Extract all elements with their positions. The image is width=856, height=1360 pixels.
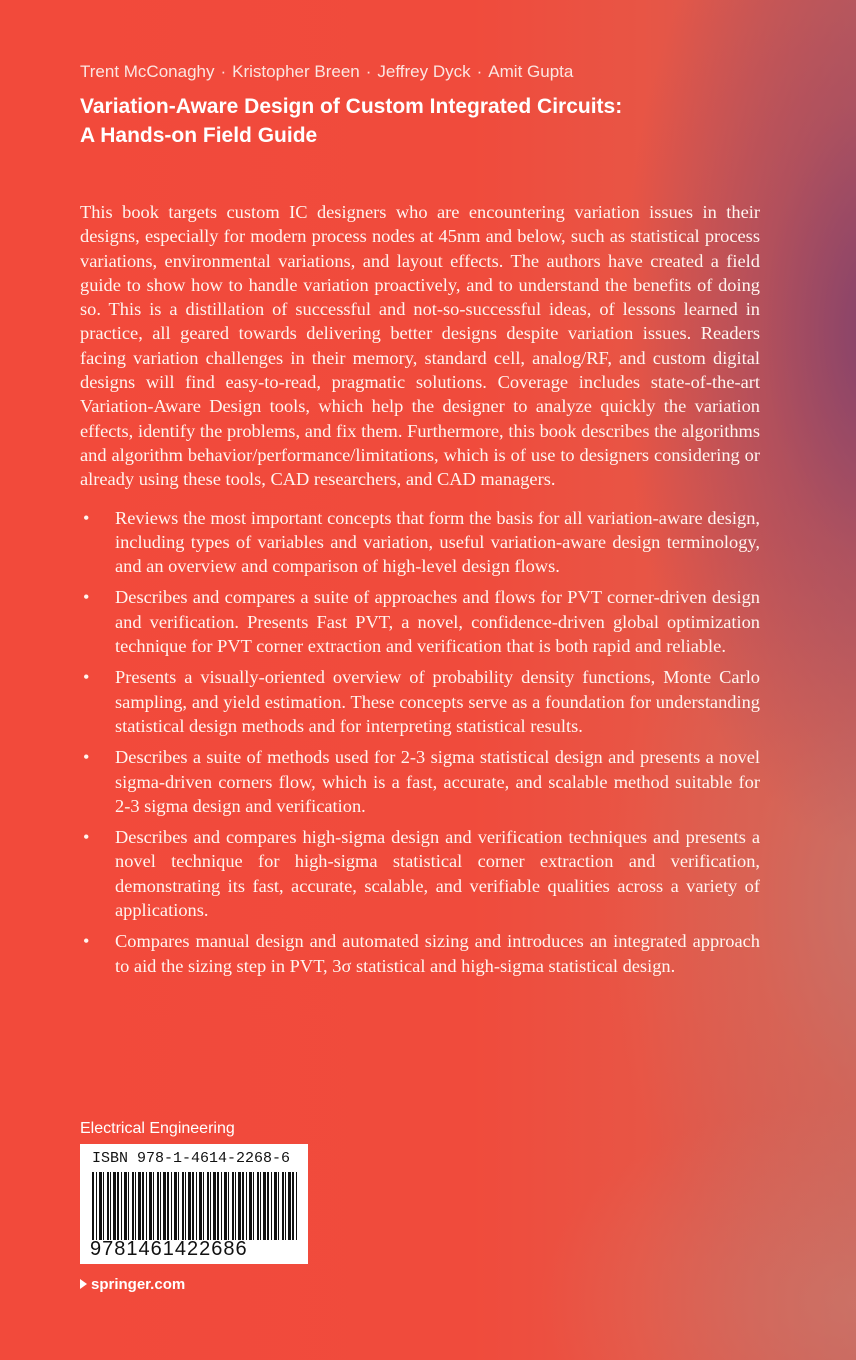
bullet-icon: • (83, 747, 90, 768)
isbn-barcode (80, 1144, 308, 1264)
feature-bullet-text: Compares manual design and automated sizing and introduces an integrated approach to aid the sizing step in PVT, 3σ statistical and high-sigma statistical design. (115, 931, 760, 976)
book-title-line: A Hands-on Field Guide (80, 124, 318, 147)
book-title-line: Variation-Aware Design of Custom Integrated Circuits: (80, 95, 623, 118)
feature-bullet-list (80, 506, 760, 978)
isbn-label: ISBN 978-1-4614-2268-6 (92, 1150, 291, 1167)
barcode-number: 9781461422686 (90, 1238, 248, 1260)
feature-bullet-text: Presents a visually-oriented overview of probability density functions, Monte Carlo sampling, and yield estimation. These concepts serve as a foundation for understanding statistical design methods and for interpreting statistical results. (115, 667, 760, 736)
bullet-icon: • (83, 827, 90, 848)
author-name: Jeffrey Dyck (377, 62, 471, 81)
feature-bullet (80, 585, 760, 658)
subject-category: Electrical Engineering (80, 1120, 235, 1137)
bullet-icon: • (83, 667, 90, 688)
author-separator: · (365, 62, 372, 81)
barcode-icon (92, 1172, 298, 1240)
book-description (80, 200, 760, 985)
bullet-icon: • (83, 587, 90, 608)
publisher-link[interactable] (80, 1276, 185, 1293)
publisher-url: springer.com (91, 1276, 186, 1293)
feature-bullet-text: Describes a suite of methods used for 2-3 sigma statistical design and presents a novel sigma-driven corners flow, which is a fast, accurate, and scalable method suitable for 2-3 sigma design and verification. (115, 747, 760, 816)
author-separator: · (220, 62, 227, 81)
author-name: Trent McConaghy (80, 62, 215, 81)
feature-bullet-text: Describes and compares a suite of approaches and flows for PVT corner-driven design and verification. Presents Fast PVT, a novel, confidence-driven global optimization technique for PVT corner extraction and verification that is both rapid and reliable. (115, 587, 760, 657)
feature-bullet (80, 929, 760, 978)
feature-bullet (80, 665, 760, 738)
feature-bullet (80, 745, 760, 818)
bullet-icon: • (83, 931, 90, 952)
book-title (80, 92, 800, 150)
intro-paragraph: This book targets custom IC designers who are encountering variation issues in their designs, especially for modern process nodes at 45nm and below, such as statistical process variations, environmental variations, and layout effects. The authors have created a field guide to show how to handle variation proactively, and to understand the benefits of doing so. This is a distillation of successful and not-so-successful ideas, of lessons learned in practice, all geared towards delivering better designs despite variation issues. Readers facing variation challenges in their memory, standard cell, analog/RF, and custom digital designs will find easy-to-read, pragmatic solutions. Coverage includes state-of-the-art Variation-Aware Design tools, which help the designer to analyze quickly the variation effects, identify the problems, and fix them. Furthermore, this book describes the algorithms and algorithm behavior/performance/limitations, which is of use to designers considering or already using these tools, CAD researchers, and CAD managers. (80, 202, 760, 490)
feature-bullet-text: Describes and compares high-sigma design and verification techniques and presents a novel technique for high-sigma statistical corner extraction and verification, demonstrating its fast, accurate, scalable, and verifiable qualities across a variety of applications. (115, 827, 760, 921)
feature-bullet (80, 825, 760, 922)
feature-bullet (80, 506, 760, 579)
author-separator: · (476, 62, 483, 81)
author-name: Kristopher Breen (232, 62, 360, 81)
arrow-right-icon (80, 1279, 87, 1289)
bullet-icon: • (83, 507, 90, 528)
author-list (80, 62, 573, 82)
author-name: Amit Gupta (488, 62, 574, 81)
feature-bullet-text: Reviews the most important concepts that form the basis for all variation-aware design, including types of variables and variation, useful variation-aware design terminology, and an overview and comparison of high-level design flows. (115, 507, 760, 577)
